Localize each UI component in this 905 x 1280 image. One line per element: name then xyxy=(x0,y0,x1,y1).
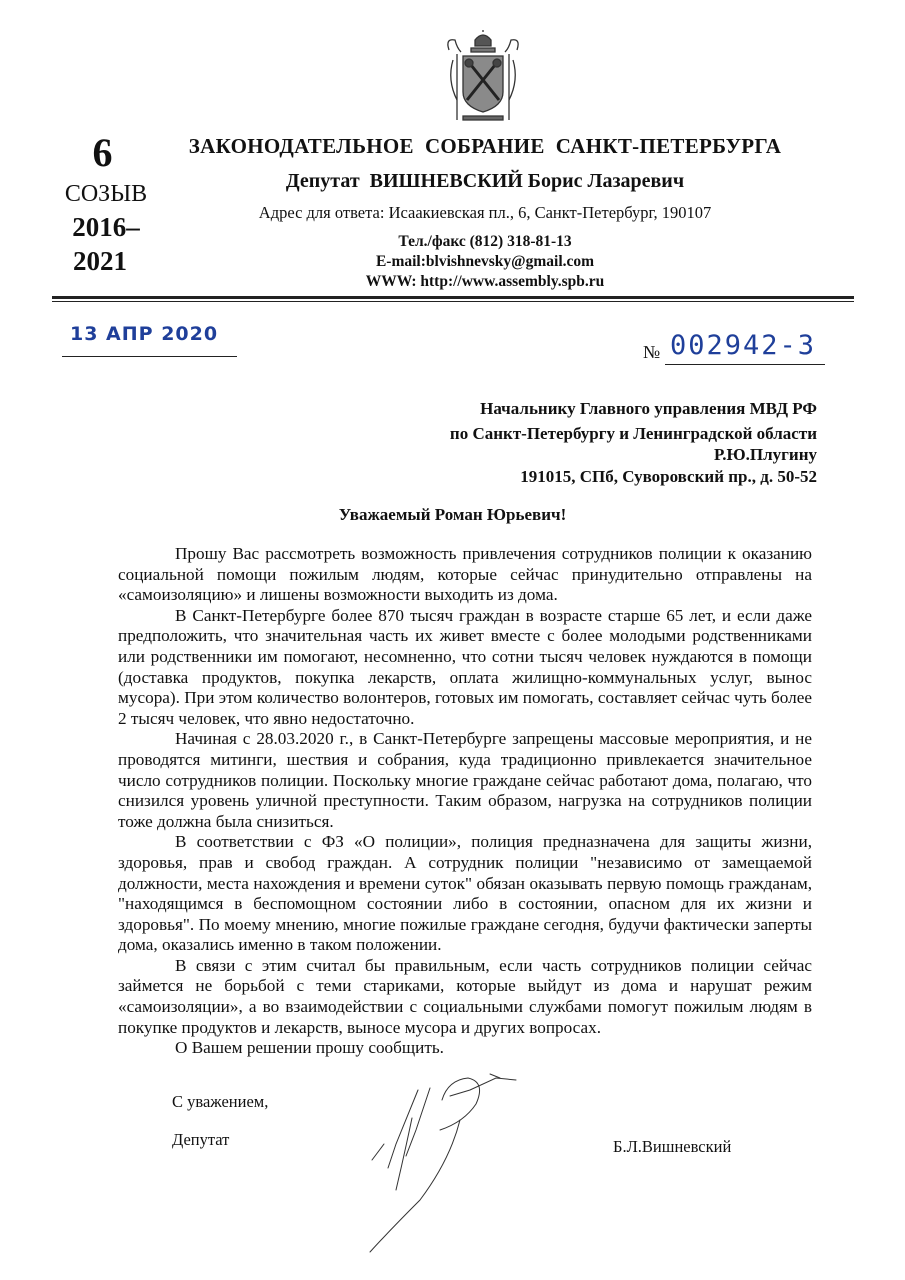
body-paragraph: Прошу Вас рассмотреть возможность привлечения сотрудников полиции к оказанию социальной помощи пожилым людям, которые сейчас принудительно отправлены на «самоизоляцию» и лишены возможности выходить из дома. xyxy=(118,544,812,605)
convocation-years-end: 2021 xyxy=(73,246,127,276)
letter-body xyxy=(118,544,812,1059)
salutation: Уважаемый Роман Юрьевич! xyxy=(338,505,567,524)
handwritten-signature xyxy=(300,1060,570,1260)
recipient-address: 191015, СПб, Суворовский пр., д. 50-52 xyxy=(520,467,817,486)
recipient-name: Р.Ю.Плугину xyxy=(714,445,817,464)
institution-title: ЗАКОНОДАТЕЛЬНОЕ СОБРАНИЕ САНКТ-ПЕТЕРБУРГА xyxy=(188,134,782,158)
email: E-mail:blvishnevsky@gmail.com xyxy=(375,253,595,270)
body-paragraph: Начиная с 28.03.2020 г., в Санкт-Петербурге запрещены массовые мероприятия, и не проводятся митинги, шествия и собрания, куда традиционно привлекается значительное число сотрудников полиции. Поскольку многие граждане сейчас работают дома, полагаю, что снизился уровень уличной преступности. Таким образом, нагрузка на сотрудников полиции тоже должна была снизиться. xyxy=(118,729,812,831)
deputy-name: Депутат ВИШНЕВСКИЙ Борис Лазаревич xyxy=(285,170,685,192)
recipient-region: по Санкт-Петербургу и Ленинградской области xyxy=(449,424,817,443)
convocation-number: 6 xyxy=(92,130,113,175)
convocation-years-start: 2016– xyxy=(72,212,140,242)
letterhead-divider-thin xyxy=(52,301,854,302)
letterhead-divider xyxy=(52,296,854,299)
spb-coat-of-arms-icon xyxy=(443,30,523,125)
registration-number-stamp: 002942-3 xyxy=(670,330,817,361)
signatory-name: Б.Л.Вишневский xyxy=(613,1137,732,1156)
signatory-role: Депутат xyxy=(172,1130,230,1149)
date-stamp: 13 АПР 2020 xyxy=(70,323,219,345)
body-paragraph: В Санкт-Петербурге более 870 тысяч граждан в возрасте старше 65 лет, и если даже предположить, что значительная часть их живет вместе с более молодыми родственниками или родственники им помогают, несомненно, что сотни тысяч человек нуждаются в помощи (доставка продуктов, покупка лекарств, оплата жилищно-коммунальных услуг, вынос мусора). При этом количество волонтеров, готовых им помогать, составляет сейчас чуть более 2 тысяч человек, что явно недостаточно. xyxy=(118,605,812,728)
recipient-title: Начальнику Главного управления МВД РФ xyxy=(480,399,817,418)
reply-address: Адрес для ответа: Исаакиевская пл., 6, Санкт-Петербург, 190107 xyxy=(258,203,712,222)
website: WWW: http://www.assembly.spb.ru xyxy=(365,273,605,290)
body-paragraph: В соответствии с ФЗ «О полиции», полиция предназначена для защиты жизни, здоровья, прав и свобод граждан. А сотрудник полиции "независимо от замещаемой должности, места нахождения и времени суток" обязан оказывать первую помощь гражданам, "находящимся в беспомощном состоянии либо в состоянии, опасном для их жизни и здоровья". По моему мнению, многие пожилые граждане сегодня, будучи фактически заперты дома, оказались именно в таком положении. xyxy=(118,832,812,955)
number-underline xyxy=(665,364,825,365)
phone-fax: Тел./факс (812) 318-81-13 xyxy=(398,233,572,250)
number-sign: № xyxy=(643,342,661,362)
convocation-label: СОЗЫВ xyxy=(64,181,148,207)
body-paragraph: В связи с этим считал бы правильным, если часть сотрудников полиции сейчас займется не борьбой с теми стариками, которые выйдут из дома и нарушат режим «самоизоляции», а во взаимодействии с социальными службами помогут пожилым людям в покупке продуктов и лекарств, выносе мусора и других вопросах. xyxy=(118,955,812,1037)
closing-regards: С уважением, xyxy=(172,1092,269,1111)
date-underline xyxy=(62,356,237,357)
body-paragraph: О Вашем решении прошу сообщить. xyxy=(175,1038,444,1058)
